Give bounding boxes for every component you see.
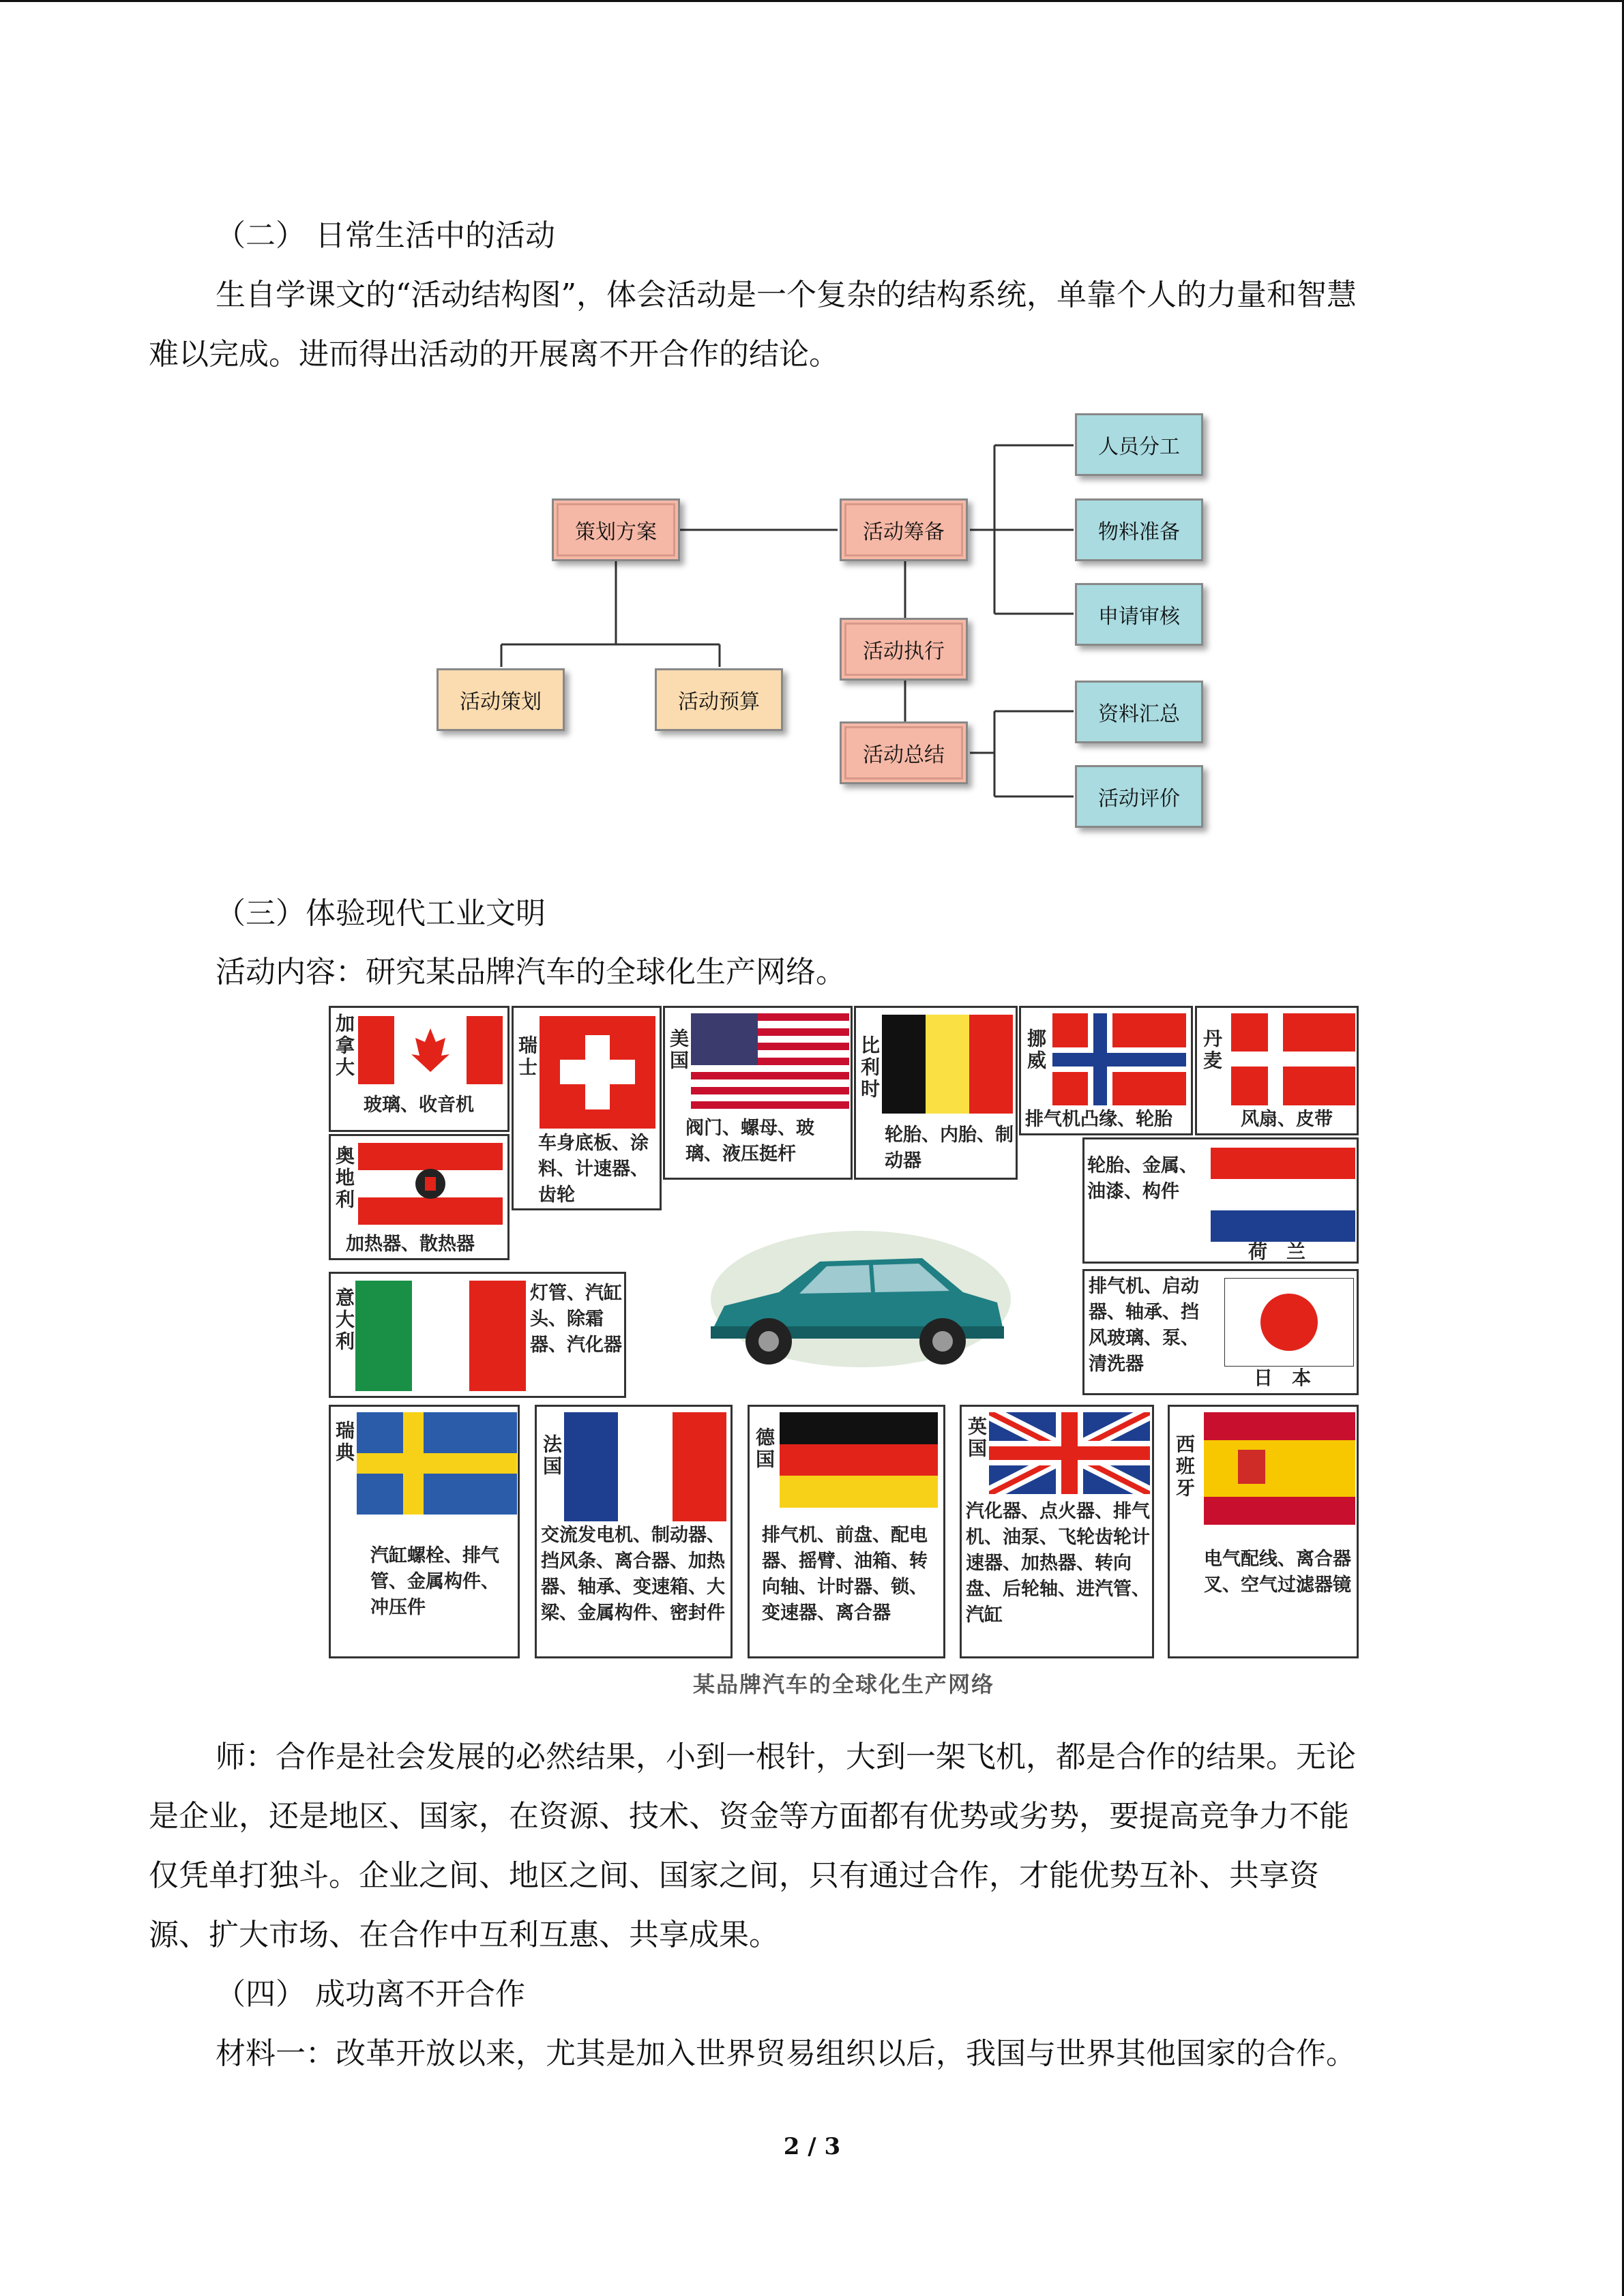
paragraph-line: 仅凭单打独斗。企业之间、地区之间、国家之间，只有通过合作，才能优势互补、共享资 [149,1858,1319,1893]
usa-flag-icon [691,1013,849,1109]
country-parts: 车身底板、涂料、计速器、齿轮 [538,1133,649,1206]
netherlands-flag-icon [1211,1148,1355,1242]
country-parts: 轮胎、内胎、制动器 [885,1124,1014,1172]
chart-node-budget: 活动预算 [655,668,783,731]
country-cell-sweden [329,1405,520,1658]
belgium-flag-icon [882,1015,1013,1114]
country-name: 比利时 [858,1035,881,1101]
country-cell-uk [960,1405,1154,1658]
country-cell-germany [748,1405,945,1658]
country-cell-japan [1082,1269,1359,1395]
country-cell-france [535,1405,733,1658]
country-name: 西班牙 [1173,1434,1196,1500]
chart-node-plan: 策划方案 [552,498,680,561]
country-parts: 玻璃、收音机 [364,1094,474,1116]
country-name: 意大利 [333,1287,355,1353]
country-parts: 排气机凸缘、轮胎 [1025,1109,1172,1130]
chart-node-staff: 人员分工 [1075,413,1203,476]
canada-flag-icon [358,1016,503,1084]
switzerland-flag-icon [540,1016,655,1129]
country-name: 奥地利 [333,1146,355,1211]
country-cell-italy [329,1272,626,1398]
chart-node-approval: 申请审核 [1075,583,1203,646]
country-parts: 排气机、前盘、配电器、摇臂、油箱、转向轴、计时器、锁、变速器、离合器 [762,1525,928,1624]
paragraph-line: 源、扩大市场、在合作中互利互惠、共享成果。 [149,1918,779,1952]
chart-node-planning: 活动策划 [437,668,565,731]
section-heading-daily: （二） 日常生活中的活动 [216,218,555,253]
paragraph-line: 生自学课文的“活动结构图”，体会活动是一个复杂的结构系统，单靠个人的力量和智慧 [216,278,1357,312]
paragraph-line: 是企业，还是地区、国家，在资源、技术、资金等方面都有优势或劣势，要提高竞争力不能 [149,1799,1349,1834]
france-flag-icon [564,1412,726,1521]
austria-flag-icon [358,1143,503,1225]
country-cell-usa [663,1006,853,1180]
chart-node-summary: 活动总结 [840,721,968,784]
uk-flag-icon [989,1412,1150,1494]
denmark-flag-icon [1231,1013,1355,1105]
country-cell-canada [329,1006,510,1132]
section-heading-industry: （三）体验现代工业文明 [216,896,546,931]
chart-connectors [0,0,1624,886]
paragraph-line: 材料一：改革开放以来，尤其是加入世界贸易组织以后，我国与世界其他国家的合作。 [216,2036,1356,2071]
country-name: 美国 [667,1028,690,1072]
country-parts: 排气机、启动器、轴承、挡风玻璃、泵、清洗器 [1089,1276,1199,1375]
japan-flag-icon [1224,1278,1354,1367]
country-cell-switzerland [512,1006,662,1210]
chart-node-evaluate: 活动评价 [1075,765,1203,828]
norway-flag-icon [1052,1013,1186,1105]
country-name: 瑞典 [333,1420,355,1464]
country-parts: 汽缸螺栓、排气管、金属构件、冲压件 [370,1545,499,1618]
production-network-figure [329,1006,1359,1701]
country-name: 日 本 [1254,1367,1312,1389]
country-cell-denmark [1195,1006,1359,1135]
figure-caption: 某品牌汽车的全球化生产网络 [692,1671,994,1697]
country-parts: 交流发电机、制动器、挡风条、离合器、加热器、轴承、变速箱、大梁、金属构件、密封件 [541,1525,725,1624]
country-name: 德国 [753,1427,776,1471]
paragraph-line: 难以完成。进而得出活动的开展离不开合作的结论。 [149,337,839,372]
country-cell-austria [329,1134,510,1260]
spain-flag-icon [1204,1412,1355,1525]
country-parts: 轮胎、金属、油漆、构件 [1087,1155,1198,1202]
paragraph-line: 师：合作是社会发展的必然结果，小到一根针，大到一架飞机，都是合作的结果。无论 [216,1740,1356,1774]
country-name: 法国 [540,1434,563,1478]
section-heading-success: （四） 成功离不开合作 [216,1977,525,2012]
paragraph-line: 活动内容：研究某品牌汽车的全球化生产网络。 [216,955,846,989]
country-name: 挪威 [1024,1028,1047,1072]
country-name: 加拿大 [333,1013,355,1079]
country-name: 荷 兰 [1248,1240,1306,1263]
country-parts: 汽化器、点火器、排气机、油泵、飞轮齿轮计速器、加热器、转向盘、后轮轴、进汽管、汽缸 [966,1501,1150,1626]
car-icon [697,1217,1018,1388]
page-number: 2 / 3 [783,2133,841,2160]
country-cell-spain [1168,1405,1359,1658]
country-parts: 灯管、汽缸头、除霜器、汽化器 [530,1283,622,1356]
chart-node-materials: 物料准备 [1075,498,1203,561]
country-parts: 阀门、螺母、玻璃、液压挺杆 [685,1118,814,1165]
country-parts: 加热器、散热器 [346,1234,475,1255]
chart-node-collect: 资料汇总 [1075,681,1203,743]
country-parts: 风扇、皮带 [1241,1109,1333,1130]
country-name: 瑞士 [516,1035,538,1079]
country-cell-norway [1019,1006,1193,1135]
country-parts: 电气配线、离合器叉、空气过滤器镜 [1204,1549,1351,1596]
country-cell-belgium [854,1006,1018,1180]
chart-node-prep: 活动筹备 [840,498,968,561]
country-name: 英国 [965,1416,988,1460]
country-name: 丹麦 [1200,1028,1223,1072]
sweden-flag-icon [357,1412,517,1515]
country-cell-netherlands [1082,1137,1359,1264]
chart-node-exec: 活动执行 [840,618,968,681]
italy-flag-icon [355,1281,526,1391]
germany-flag-icon [780,1412,938,1508]
